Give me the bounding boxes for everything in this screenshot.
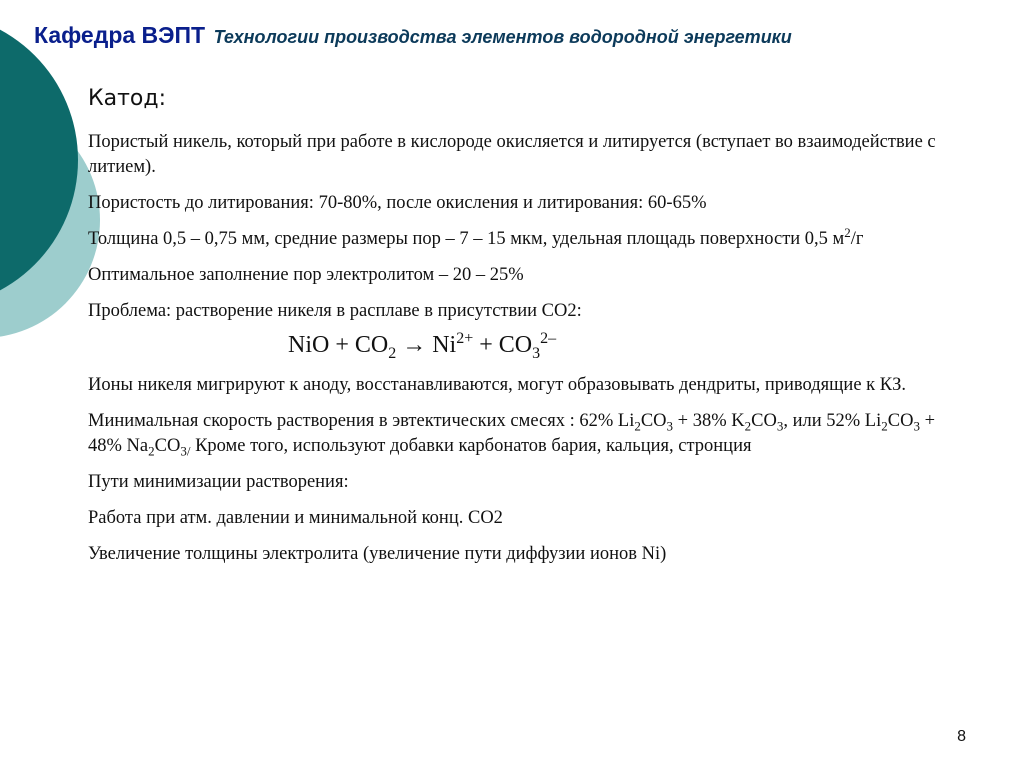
paragraph-electrolyte-fill: Оптимальное заполнение пор электролитом – 20 – 25% [88,265,524,285]
formula-ni-charge: 2+ [456,330,474,347]
eutectic-text-8: CO [154,436,181,456]
eutectic-sub-1: 2 [634,418,641,434]
eutectic-text-2: CO [640,411,667,431]
eutectic-sub-7: 2 [148,443,155,459]
eutectic-sub-8: 3/ [180,443,191,459]
department-name: Кафедра ВЭПТ [34,22,206,48]
eutectic-sub-5: 2 [881,418,888,434]
formula-reactants: NiO + CO [288,332,389,358]
paragraph-porosity: Пористость до литирования: 70-80%, после окисления и литирования: 60-65% [88,193,707,213]
paragraph-minimization-ways: Пути минимизации растворения: [88,472,349,492]
paragraph-electrolyte-thickness: Увеличение толщины электролита (увеличение пути диффузии ионов Ni) [88,544,667,564]
eutectic-sub-6: 3 [913,418,920,434]
eutectic-text-3: + 38% K [673,411,745,431]
page-number: 8 [957,728,966,745]
paragraph-thickness [88,224,968,252]
paragraph-problem: Проблема: растворение никеля в расплаве в присутствии СО2: [88,301,582,321]
eutectic-sub-2: 3 [666,418,674,434]
eutectic-text-4: CO [751,411,777,431]
eutectic-sub-3: 2 [744,418,752,434]
paragraph-ion-migration: Ионы никеля мигрируют к аноду, восстанавливаются, могут образовывать дендриты, приводящие к КЗ. [88,375,907,395]
thickness-unit: /г [850,229,864,249]
slide-subtitle: Катод: [88,86,166,111]
paragraph-porous-nickel: Пористый никель, который при работе в кислороде окисляется и литируется (вступает во взаимодействие с литием). [88,132,936,177]
thickness-text: Толщина 0,5 – 0,75 мм, средние размеры пор – 7 – 15 мкм, удельная площадь поверхности 0,5 м [88,229,845,249]
paragraph-pressure: Работа при атм. давлении и минимальной конц. СО2 [88,508,503,528]
reaction-formula [288,330,968,360]
formula-co3-charge: 2– [540,330,557,347]
eutectic-text-7: + 48% Na [88,411,935,456]
thickness-superscript: 2 [844,224,851,240]
eutectic-text-5: , или 52% Li [783,411,882,431]
formula-co2-subscript: 2 [388,344,397,362]
eutectic-text-1: Минимальная скорость растворения в эвтектических смесях : 62% Li [88,411,635,431]
formula-plus-co: + CO [473,332,533,358]
course-topic: Технологии производства элементов водородной энергетики [213,27,792,47]
formula-co3-subscript: 3 [532,344,541,362]
eutectic-text-9: Кроме того, используют добавки карбонатов бария, кальция, стронция [190,436,752,456]
paragraph-eutectic-mixtures [88,409,968,459]
eutectic-text-6: CO [887,411,914,431]
slide-body [88,130,968,578]
slide-header [34,22,792,49]
formula-arrow-ni: → Ni [396,332,457,358]
eutectic-sub-4: 3 [776,418,784,434]
